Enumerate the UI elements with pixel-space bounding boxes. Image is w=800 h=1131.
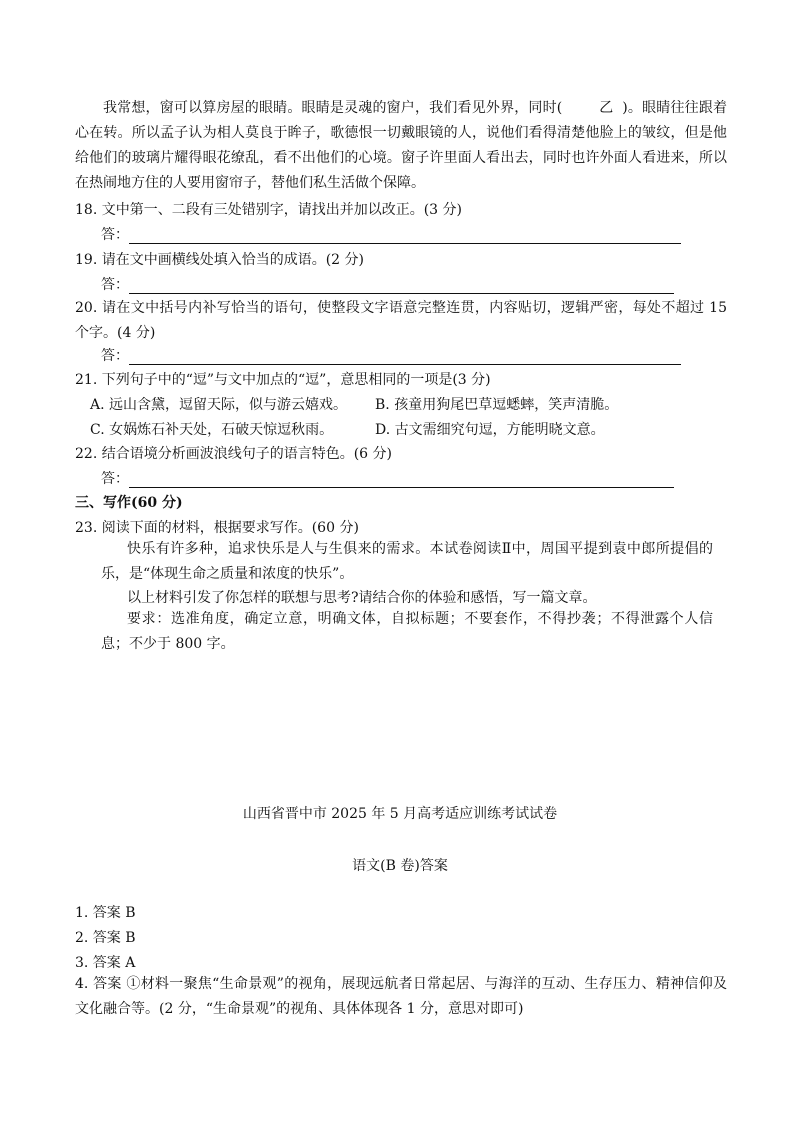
answer-row-18 xyxy=(101,226,681,244)
answer-label: 答： xyxy=(101,277,129,293)
answer-key-subtitle: 语文(B 卷)答案 xyxy=(352,858,448,874)
answer-row-19 xyxy=(101,276,674,294)
answer-line-20[interactable] xyxy=(129,349,681,365)
section-3-heading: 三、写作(60 分) xyxy=(75,495,183,511)
answer-item-4: 4. 答案 ①材料一聚焦“生命景观”的视角，展现远航者日常起居、与海洋的互动、生存压力、精神信仰及文化融合等。(2 分，“生命景观”的视角、具体体现各 1 分，意思对即可) xyxy=(75,976,727,1017)
passage-text-1: 我常想，窗可以算房屋的眼睛。眼睛是灵魂的窗户，我们看见外界，同时( xyxy=(103,100,563,116)
essay-prompt: 以上材料引发了你怎样的联想与思考?请结合你的体验和感悟，写一篇文章。 xyxy=(127,590,597,606)
essay-material: 快乐有许多种，追求快乐是人与生俱来的需求。本试卷阅读Ⅱ中，周国平提到袁中郎所提倡的乐，是“体现生命之质量和浓度的快乐”。 xyxy=(101,541,713,582)
passage-text-2: )。眼睛往往跟着心在转。所以孟子认为相人莫良于眸子，歌德恨一切戴眼镜的人，说他们看得清楚他脸上的皱纹，但是他给他们的玻璃片耀得眼花缭乱，看不出他们的心境。窗子许里面人看出去，同时也许外面人看进来，所以在热闹地方住的人要用窗帘子，替他们私生活做个保障。 xyxy=(75,100,727,191)
answer-item-2: 2. 答案 B xyxy=(75,930,136,946)
q21-option-b[interactable]: B. 孩童用狗尾巴草逗蟋蟀，笑声清脆。 xyxy=(375,397,619,413)
question-18: 18. 文中第一、二段有三处错别字，请找出并加以改正。(3 分) xyxy=(75,202,462,218)
answer-label: 答： xyxy=(101,227,129,243)
q21-option-a[interactable]: A. 远山含黛，逗留天际，似与游云嬉戏。 xyxy=(90,397,348,413)
question-23: 23. 阅读下面的材料，根据要求写作。(60 分) xyxy=(75,520,359,536)
answer-row-20 xyxy=(101,347,681,365)
answer-item-1: 1. 答案 B xyxy=(75,905,136,921)
answer-label: 答： xyxy=(101,471,129,487)
answer-line-22[interactable] xyxy=(129,472,674,488)
answer-item-3: 3. 答案 A xyxy=(75,955,136,971)
question-21: 21. 下列句子中的“逗”与文中加点的“逗”，意思相同的一项是(3 分) xyxy=(75,372,491,388)
essay-requirements: 要求：选准角度，确定立意，明确文体，自拟标题；不要套作，不得抄袭；不得泄露个人信息；不少于 800 字。 xyxy=(101,611,713,652)
passage-paragraph xyxy=(75,96,727,196)
q21-option-c[interactable]: C. 女娲炼石补天处，石破天惊逗秋雨。 xyxy=(90,422,334,438)
answer-label: 答： xyxy=(101,348,129,364)
answer-row-22 xyxy=(101,470,674,488)
question-22: 22. 结合语境分析画波浪线句子的语言特色。(6 分) xyxy=(75,446,392,462)
question-19: 19. 请在文中画横线处填入恰当的成语。(2 分) xyxy=(75,252,364,268)
q21-option-d[interactable]: D. 古文需细究句逗，方能明晓文意。 xyxy=(375,422,605,438)
passage-blank-yi: 乙 xyxy=(599,100,614,116)
answer-key-title: 山西省晋中市 2025 年 5 月高考适应训练考试试卷 xyxy=(242,806,558,822)
question-20: 20. 请在文中括号内补写恰当的语句，使整段文字语意完整连贯，内容贴切，逻辑严密，每处不超过 15 个字。(4 分) xyxy=(75,300,727,341)
answer-line-19[interactable] xyxy=(129,278,674,294)
answer-line-18[interactable] xyxy=(129,228,681,244)
